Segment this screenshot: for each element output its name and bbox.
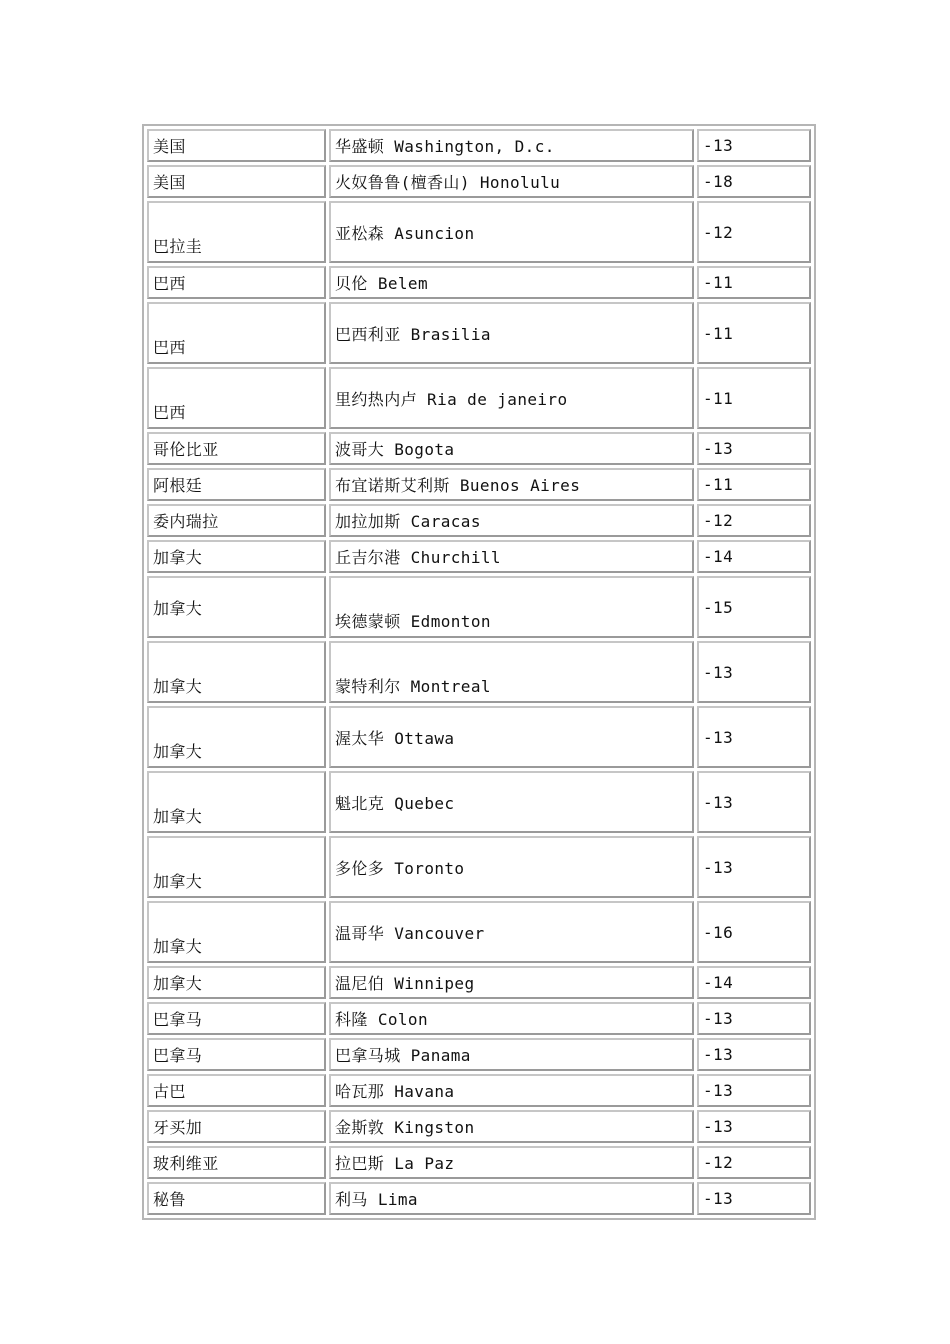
city-cell: 多伦多 Toronto [329,836,694,898]
country-cell: 加拿大 [147,966,326,999]
table-row [147,706,811,768]
country-cell: 牙买加 [147,1110,326,1143]
time-diff-cell: -13 [697,1002,811,1035]
time-diff-cell: -13 [697,1038,811,1071]
city-cell: 贝伦 Belem [329,266,694,299]
city-cell: 拉巴斯 La Paz [329,1146,694,1179]
city-cell: 布宜诺斯艾利斯 Buenos Aires [329,468,694,501]
table-row [147,771,811,833]
time-diff-cell: -11 [697,468,811,501]
time-diff-cell: -16 [697,901,811,963]
country-cell: 巴拉圭 [147,201,326,263]
city-cell: 渥太华 Ottawa [329,706,694,768]
city-cell: 魁北克 Quebec [329,771,694,833]
table-row [147,576,811,638]
table-row [147,1110,811,1143]
city-cell: 波哥大 Bogota [329,432,694,465]
city-cell: 巴拿马城 Panama [329,1038,694,1071]
time-diff-cell: -15 [697,576,811,638]
country-cell: 委内瑞拉 [147,504,326,537]
table-row [147,201,811,263]
country-cell: 美国 [147,129,326,162]
time-diff-cell: -12 [697,504,811,537]
time-diff-cell: -13 [697,432,811,465]
table-row [147,1038,811,1071]
country-cell: 秘鲁 [147,1182,326,1215]
table-row [147,1146,811,1179]
table-row [147,302,811,364]
table-body [147,129,811,1215]
table-row [147,468,811,501]
table-row [147,432,811,465]
time-diff-cell: -18 [697,165,811,198]
city-cell: 丘吉尔港 Churchill [329,540,694,573]
table-row [147,266,811,299]
country-cell: 阿根廷 [147,468,326,501]
city-cell: 温哥华 Vancouver [329,901,694,963]
country-cell: 巴西 [147,367,326,429]
country-cell: 古巴 [147,1074,326,1107]
city-cell: 火奴鲁鲁(檀香山) Honolulu [329,165,694,198]
country-cell: 哥伦比亚 [147,432,326,465]
table-row [147,966,811,999]
table-row [147,641,811,703]
city-cell: 加拉加斯 Caracas [329,504,694,537]
time-diff-cell: -13 [697,706,811,768]
country-cell: 加拿大 [147,836,326,898]
table-row [147,1182,811,1215]
city-cell: 金斯敦 Kingston [329,1110,694,1143]
country-cell: 美国 [147,165,326,198]
time-diff-cell: -13 [697,836,811,898]
time-difference-table [142,124,816,1220]
country-cell: 加拿大 [147,706,326,768]
city-cell: 蒙特利尔 Montreal [329,641,694,703]
country-cell: 巴西 [147,302,326,364]
time-diff-cell: -13 [697,1074,811,1107]
city-cell: 亚松森 Asuncion [329,201,694,263]
city-cell: 华盛顿 Washington, D.c. [329,129,694,162]
city-cell: 利马 Lima [329,1182,694,1215]
city-cell: 科隆 Colon [329,1002,694,1035]
country-cell: 巴西 [147,266,326,299]
time-diff-cell: -12 [697,201,811,263]
city-cell: 温尼伯 Winnipeg [329,966,694,999]
country-cell: 巴拿马 [147,1038,326,1071]
table-row [147,129,811,162]
country-cell: 加拿大 [147,540,326,573]
table-row [147,901,811,963]
country-cell: 加拿大 [147,901,326,963]
time-diff-cell: -13 [697,1110,811,1143]
time-diff-cell: -12 [697,1146,811,1179]
time-diff-cell: -11 [697,367,811,429]
table-row [147,504,811,537]
time-diff-cell: -14 [697,540,811,573]
city-cell: 巴西利亚 Brasilia [329,302,694,364]
time-diff-cell: -13 [697,771,811,833]
table-row [147,367,811,429]
time-diff-cell: -14 [697,966,811,999]
time-diff-cell: -11 [697,266,811,299]
country-cell: 加拿大 [147,576,326,638]
country-cell: 加拿大 [147,771,326,833]
table-row [147,165,811,198]
table-row [147,1074,811,1107]
city-cell: 里约热内卢 Ria de janeiro [329,367,694,429]
time-diff-cell: -13 [697,641,811,703]
table-row [147,1002,811,1035]
time-diff-cell: -13 [697,1182,811,1215]
time-diff-cell: -13 [697,129,811,162]
table-row [147,836,811,898]
country-cell: 加拿大 [147,641,326,703]
country-cell: 巴拿马 [147,1002,326,1035]
time-diff-cell: -11 [697,302,811,364]
table-row [147,540,811,573]
country-cell: 玻利维亚 [147,1146,326,1179]
city-cell: 哈瓦那 Havana [329,1074,694,1107]
city-cell: 埃德蒙顿 Edmonton [329,576,694,638]
